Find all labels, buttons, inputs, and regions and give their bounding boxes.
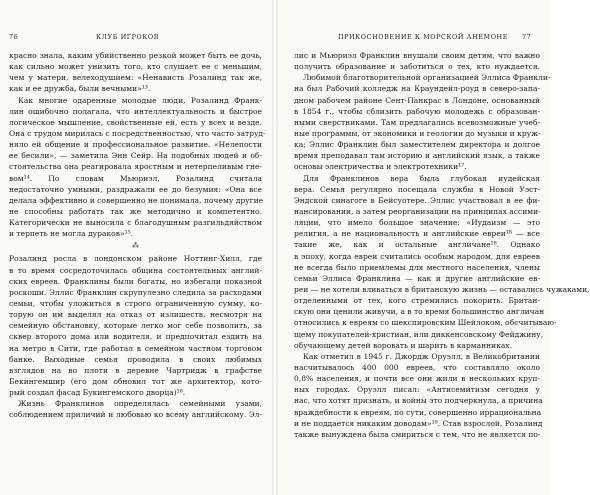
text-line: делала эффективно и совершенно не понимала, почему другие xyxy=(9,195,264,205)
text-line: ные программы, от экономики и геологии до музыки и круж- xyxy=(294,128,541,138)
text-line: и терпеть не могла дураков»¹⁵. xyxy=(9,229,134,239)
text-line: получить образование и заботиться о тех, кто нуждается. xyxy=(294,62,540,72)
text-line: относились к евреям со шекспировским Шейлоком, обсчитываю- xyxy=(294,318,557,328)
text-line: как и ее дружба, были вечными»¹³. xyxy=(9,84,151,94)
text-line: взглядов на во плоти в деревне Чартридж в графстве xyxy=(9,365,262,375)
text-line: ских евреев. Франклины были богаты, но избегали показной xyxy=(9,276,262,286)
text-line: няло ей общение и профессиональное развитие. «Нелепости xyxy=(9,140,262,150)
page-number: 77 xyxy=(522,33,532,41)
text-line: как сильно может унизить того, кто слушает ее с меньшим, xyxy=(9,62,262,72)
text-line: Бекингемшир (его дом обновил тот же архитектор, кото- xyxy=(9,376,262,386)
text-line: ее бесили», — заметила Энн Сейр. На подобных людей и об- xyxy=(9,151,262,161)
text-line: сквер второго дома или водителя, и предпочитал ездить на xyxy=(9,332,262,342)
right-body-text xyxy=(294,50,590,440)
text-line: нансировании, а затем реорганизации на принципах ассими- xyxy=(294,206,541,216)
left-page xyxy=(0,0,272,495)
text-line: ных городах. Оруэлл писал: «Антисемитизм сегодня у xyxy=(294,385,540,395)
text-line: лис и Мьюриэл Франклин внушали своим детям, что важно xyxy=(294,51,540,60)
text-line: ка; Эллис Франклин был заместителем директора и долгое xyxy=(294,140,540,150)
text-line: обучающему детей воровать и шарить в карманниках. xyxy=(294,340,513,350)
text-line: время преподавал там историю и английский язык, а также xyxy=(294,151,540,161)
text-line: вом¹⁴. По словам Мьюриэл, Розалинд считала xyxy=(9,173,262,183)
text-line: отделенными от тех, кого стремились покорить. Британ- xyxy=(294,296,540,306)
text-line: скую они ценили живучи, а в то время большинство англичан xyxy=(294,307,545,317)
text-line: Любимой благотворительной организацией Эллиса Франкли- xyxy=(303,73,551,83)
section-ornament: ⁂ xyxy=(132,242,139,251)
text-line: враждебности к евреям, по сути, совершенно иррациональна xyxy=(294,407,542,417)
text-line: Она с трудом мирилась с посредственностью, что часто затруд- xyxy=(9,128,266,138)
text-line: на был Рабочий колледж на Краундейл-роуд в северо-запа- xyxy=(294,84,540,94)
text-line: на метро в Сити, где работал в семейном частном торговом xyxy=(9,343,262,353)
text-line: семейную обстановку, которые легко мог себе позволить, за xyxy=(9,321,262,331)
text-line: и не поддается никаким доводам»¹⁹. Став взрослой, Розалинд xyxy=(294,418,543,428)
text-line: Категорически не выносила с благодушным разгильдяйством xyxy=(9,218,262,228)
text-line: Розалинд росла в лондонском районе Ноттинг-Хилл, где xyxy=(9,254,262,264)
text-line: дном рабочем районе Сент-Панкрас в Лондоне, основанный xyxy=(294,95,540,105)
text-line: Как многие одаренные молодые люди, Розалинд Франк- xyxy=(18,95,262,105)
text-line: логическое мышление, свойственные ей, есть у всех и везде. xyxy=(9,117,262,127)
text-line: банке. Выходные семья проводила в своих любимых xyxy=(9,354,262,364)
text-line: реи — не хотели вливаться в британскую жизнь — оставались чужаками, xyxy=(294,284,590,294)
text-line: чем у матери, велеходушием: «Ненависть Розалинд так же, xyxy=(9,73,262,83)
text-line: такие же, как и остальные англичане¹⁸. Однако xyxy=(294,240,540,250)
text-line: торую он им выделял на отказ от излишеств, несмотря на xyxy=(9,310,262,320)
text-line: Для Франклинов вера была глубокая иудейская xyxy=(303,173,540,183)
text-line: семьи, чтобы уложиться в строго ограниченную сумму, ко- xyxy=(9,298,262,308)
text-line: Эндской синагоге в Бейсуотере. Эллис участвовал в ее фи- xyxy=(294,195,540,205)
text-line: также вынуждена была смириться с тем, что не является по- xyxy=(294,429,541,439)
running-title: КЛУБ ИГРОКОВ xyxy=(96,33,160,41)
text-line: вера. Семья регулярно посещала службы в Новой Уэст- xyxy=(294,184,540,194)
text-line: в эпоху, когда евреи считались особым народом, для евреев xyxy=(294,251,540,261)
running-title: ПРИКОСНОВЕНИЕ К МОРСКОЙ АНЕМОНЕ xyxy=(338,33,508,41)
text-line: Как отметил в 1945 г. Джордж Оруэлл, в Великобритании xyxy=(303,351,540,361)
text-line: нас, что хотят признать, и войны это подчеркнула, а причина xyxy=(294,396,543,406)
text-line: основы электричества и электротехники¹⁷. xyxy=(294,162,467,172)
text-line: религия, а не национальность и английские евреи¹⁸ — все xyxy=(294,229,540,239)
text-line: стоятельства она реагировала яростным и нетерпеливым гне- xyxy=(9,162,262,172)
text-line: ляции, что имело большое значение: «Иудаизм — это xyxy=(294,218,540,228)
text-line: 0,8% населения, и почти все они жили в нескольких круп- xyxy=(294,374,540,384)
text-line: не всегда было приемлемы для местного населения, члены xyxy=(294,262,540,272)
text-line: рый создал фасад Букингемского дворца)¹⁶. xyxy=(9,388,186,398)
text-line: соблюдением приличий и любовью ко всему английскому. Эл- xyxy=(9,410,262,420)
text-line: в то время сосредоточилась община состоятельных англий- xyxy=(9,265,262,275)
text-line: насчитывалось 400 000 евреев, что составляло около xyxy=(294,362,540,372)
text-line: красно знала, каким убийственно резкой может быть ее дочь, xyxy=(9,51,262,60)
text-line: ными сверстниками. Там предлагались всевозможные учеб- xyxy=(294,117,540,127)
left-body-text xyxy=(9,50,266,421)
text-line: лин ошибочно полагала, что интеллектуальность и быстрое xyxy=(9,106,262,116)
text-line: в 1854 г., чтобы сблизить рабочую молодежь с образован- xyxy=(294,106,540,116)
text-line: недостаточно умными, раздражали ее до безумия: «Она все xyxy=(9,184,262,194)
text-line: щему покупателей-христиан, или диккенсовскому Фейджину, xyxy=(294,329,544,339)
text-line: роскоши. Эллис Франклин скрупулезно следила за расходами xyxy=(9,287,262,297)
text-line: семьи Эллиса Франклина — как и другие английские ев- xyxy=(294,273,540,283)
text-line: Жизнь Франклинов определялась семейными узами, xyxy=(18,399,262,409)
text-line: не способны работать так же методично и компетентно. xyxy=(9,206,262,216)
right-page xyxy=(278,0,590,495)
page-number: 76 xyxy=(9,33,19,41)
